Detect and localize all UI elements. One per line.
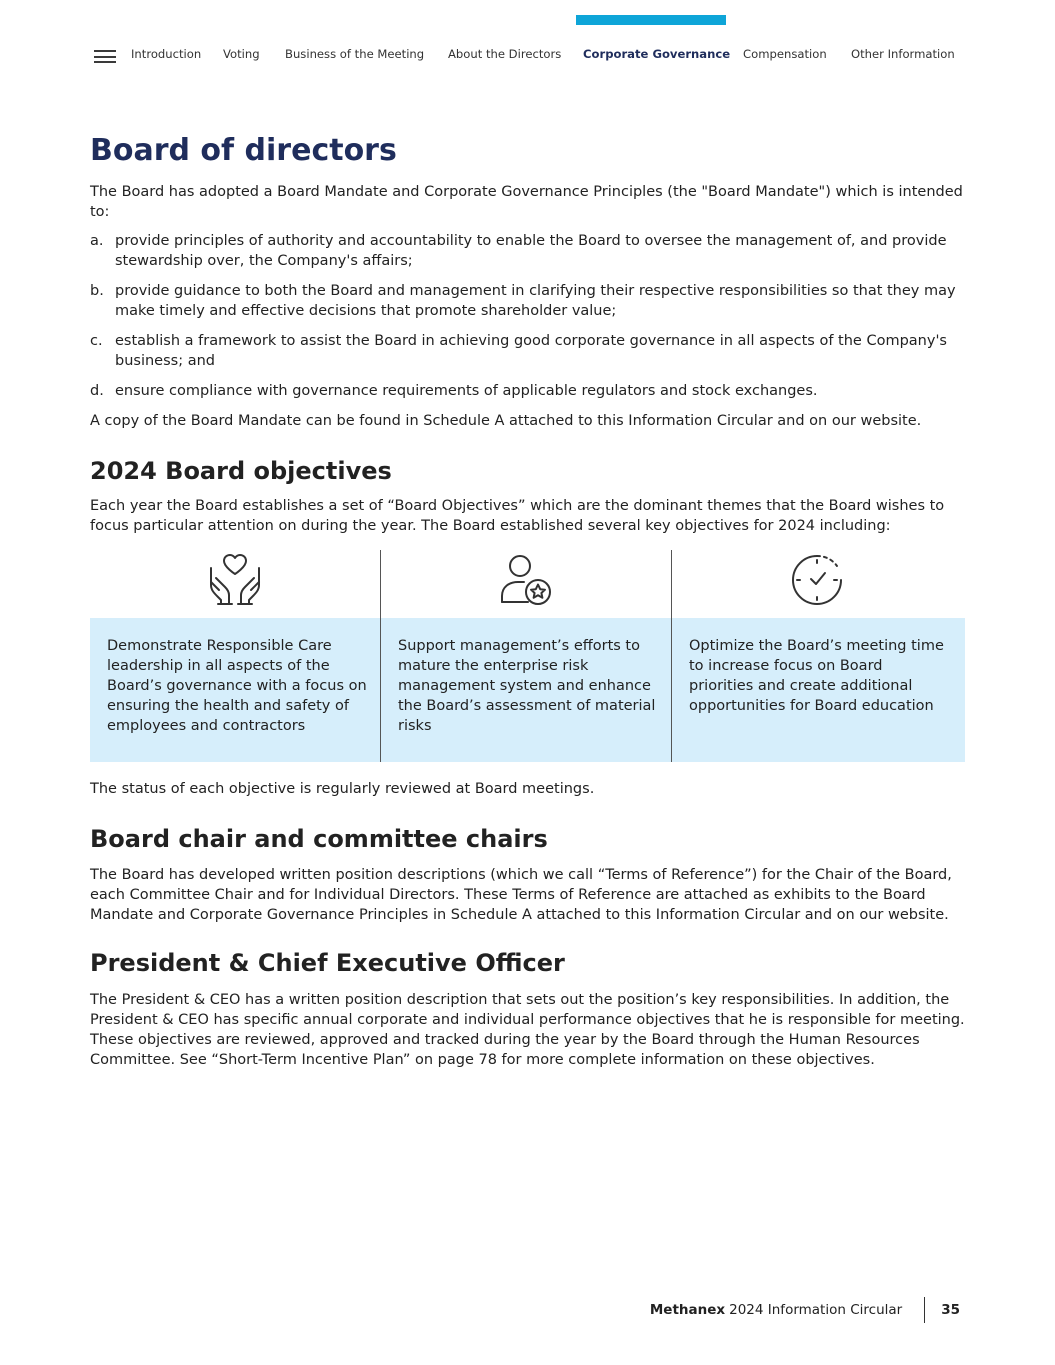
nav-item-corporate-governance[interactable]: Corporate Governance [583,47,731,61]
board-mandate-intro: The Board has adopted a Board Mandate and Corporate Governance Principles (the "Board Mandate") which is intended to: [90,184,963,220]
objective-card [90,550,381,762]
nav-item-about-the-directors[interactable]: About the Directors [448,47,562,61]
board-mandate-copy-note: A copy of the Board Mandate can be found in Schedule A attached to this Information Circular and on our website. [90,413,922,429]
objective-text: Support management’s efforts to mature the enterprise risk management system and enhance the Board’s assessment of material risks [398,638,656,734]
board-objectives-grid [90,550,965,762]
list-marker: a. [90,233,104,249]
active-section-indicator [576,15,726,25]
page-footer [650,1297,960,1323]
board-objectives-heading: 2024 Board objectives [90,457,392,485]
ceo-text: The President & CEO has a written position description that sets out the position’s key responsibilities. In addition, the President & CEO has specific annual corporate and individual performance objectives that he is responsible for meeting. These objectives are reviewed, approved and tracked during the year by the Board through the Human Resources Committee. See “Short-Term Incentive Plan” on page 78 for more complete information on these objectives. [90,992,965,1068]
list-item-text: ensure compliance with governance requirements of applicable regulators and stock exchanges. [115,383,818,399]
nav-item-business-of-the-meeting[interactable]: Business of the Meeting [285,47,425,61]
footer-brand: Methanex [649,1302,726,1318]
list-item [90,231,965,271]
objective-card [381,550,672,762]
hands-heart-icon [205,552,265,608]
clock-check-icon [787,552,847,608]
list-item [90,331,965,371]
board-of-directors-heading: Board of directors [90,133,397,168]
board-mandate-list [90,231,965,401]
nav-item-other-information[interactable]: Other Information [851,47,955,61]
board-chair-text: The Board has developed written position descriptions (which we call “Terms of Reference”) for the Chair of the Board, each Committee Chair and for Individual Directors. These Terms of Reference are attached as exhibits to the Board Mandate and Corporate Governance Principles in Schedule A attached to this Information Circular and on our website. [90,867,952,923]
nav-item-compensation[interactable]: Compensation [743,47,827,61]
board-chair-heading: Board chair and committee chairs [90,825,548,853]
objectives-status-note: The status of each objective is regularly reviewed at Board meetings. [90,781,595,797]
objective-card [672,550,963,762]
nav-item-voting[interactable]: Voting [223,47,260,61]
list-marker: c. [90,333,103,349]
list-item-text: provide principles of authority and accountability to enable the Board to oversee the management of, and provide stewardship over, the Company's affairs; [115,233,947,269]
page-content [90,130,965,1070]
list-marker: d. [90,383,104,399]
page-number: 35 [941,1302,960,1318]
objective-text: Demonstrate Responsible Care leadership in all aspects of the Board’s governance with a focus on ensuring the health and safety of employees and contractors [107,638,367,734]
list-item [90,281,965,321]
list-marker: b. [90,283,104,299]
footer-document-title: 2024 Information Circular [729,1302,903,1318]
ceo-heading: President & Chief Executive Officer [90,949,565,977]
footer-separator [924,1297,925,1323]
top-navigation [0,0,1055,80]
nav-item-introduction[interactable]: Introduction [131,47,202,61]
list-item-text: provide guidance to both the Board and management in clarifying their respective responsibilities so that they may make timely and effective decisions that promote shareholder value; [115,283,956,319]
board-objectives-intro: Each year the Board establishes a set of “Board Objectives” which are the dominant themes that the Board wishes to focus particular attention on during the year. The Board established several key objectives for 2024 including: [90,498,945,534]
objective-text: Optimize the Board’s meeting time to increase focus on Board priorities and create additional opportunities for Board education [689,638,944,714]
hamburger-menu-icon[interactable] [94,50,116,63]
list-item [90,381,965,401]
list-item-text: establish a framework to assist the Board in achieving good corporate governance in all aspects of the Company's business; and [115,333,947,369]
person-star-icon [496,552,556,608]
